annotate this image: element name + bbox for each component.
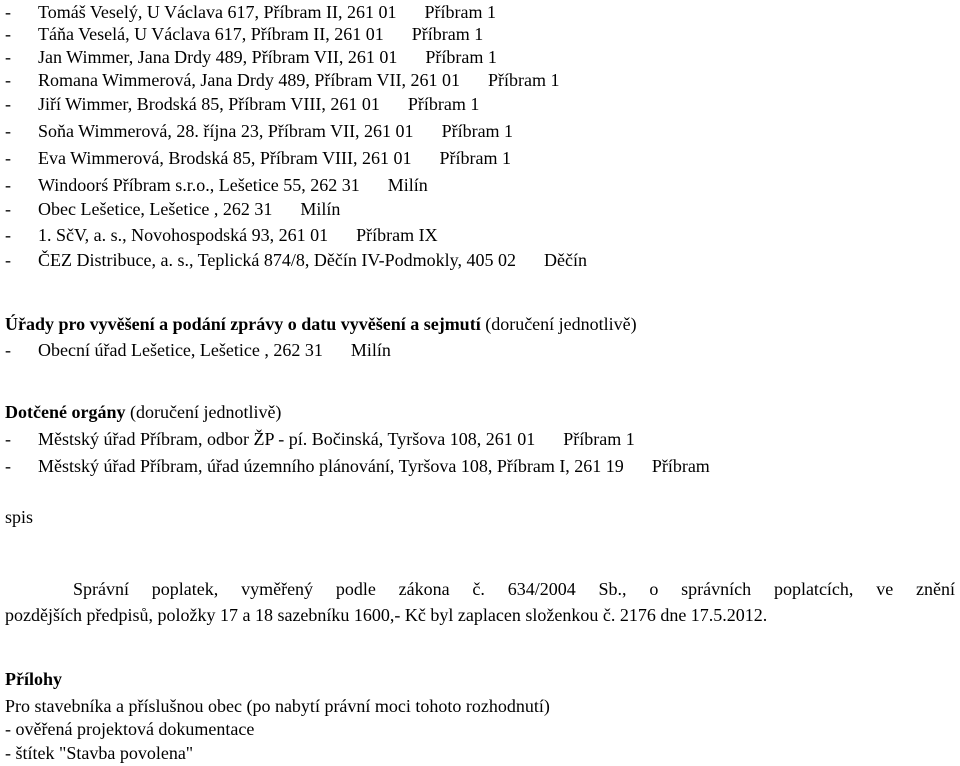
list-item: - 1. SčV, a. s., Novohospodská 93, 261 01 Příbram IX: [5, 225, 438, 245]
list-item: - Jan Wimmer, Jana Drdy 489, Příbram VII, 261 01 Příbram 1: [5, 47, 497, 67]
list-item: - Obec Lešetice, Lešetice , 262 31 Milín: [5, 199, 341, 219]
list-item: - Tomáš Veselý, U Václava 617, Příbram II, 261 01 Příbram 1: [5, 2, 497, 22]
affected-heading: Dotčené orgány (doručení jednotlivě): [5, 402, 282, 422]
attachments-line: - ověřená projektová dokumentace: [5, 719, 255, 739]
list-item: - Soňa Wimmerová, 28. října 23, Příbram VII, 261 01 Příbram 1: [5, 121, 514, 141]
list-item: - Romana Wimmerová, Jana Drdy 489, Příbram VII, 261 01 Příbram 1: [5, 70, 560, 90]
spis-label: spis: [5, 507, 34, 527]
attachments-line: Pro stavebníka a příslušnou obec (po nabytí právní moci tohoto rozhodnutí): [5, 696, 550, 716]
attachments-heading: Přílohy: [5, 669, 62, 689]
list-item: - Obecní úřad Lešetice, Lešetice , 262 31 Milín: [5, 340, 391, 360]
list-item: - ČEZ Distribuce, a. s., Teplická 874/8, Děčín IV-Podmokly, 405 02 Děčín: [5, 250, 587, 270]
list-item: - Městský úřad Příbram, odbor ŽP - pí. Bočinská, Tyršova 108, 261 01 Příbram 1: [5, 429, 635, 449]
list-item: - Eva Wimmerová, Brodská 85, Příbram VIII, 261 01 Příbram 1: [5, 148, 512, 168]
attachments-line: - štítek "Stavba povolena": [5, 743, 194, 763]
offices-heading: Úřady pro vyvěšení a podání zprávy o datu vyvěšení a sejmutí (doručení jednotlivě): [5, 314, 637, 334]
fee-paragraph: Správní poplatek, vyměřený podle zákona č. 634/2004 Sb., o správních poplatcích, ve znění pozdějších předpisů, položky 17 a 18 sazebníku 1600,- Kč byl zaplacen složenkou č. 2176 dne 17.5.2012.: [5, 579, 955, 625]
list-item: - Windoorś Příbram s.r.o., Lešetice 55, 262 31 Milín: [5, 175, 428, 195]
list-item: - Táňa Veselá, U Václava 617, Příbram II, 261 01 Příbram 1: [5, 24, 484, 44]
list-item: - Jiří Wimmer, Brodská 85, Příbram VIII, 261 01 Příbram 1: [5, 94, 480, 114]
list-item: - Městský úřad Příbram, úřad územního plánování, Tyršova 108, Příbram I, 261 19 Příbram: [5, 456, 710, 476]
